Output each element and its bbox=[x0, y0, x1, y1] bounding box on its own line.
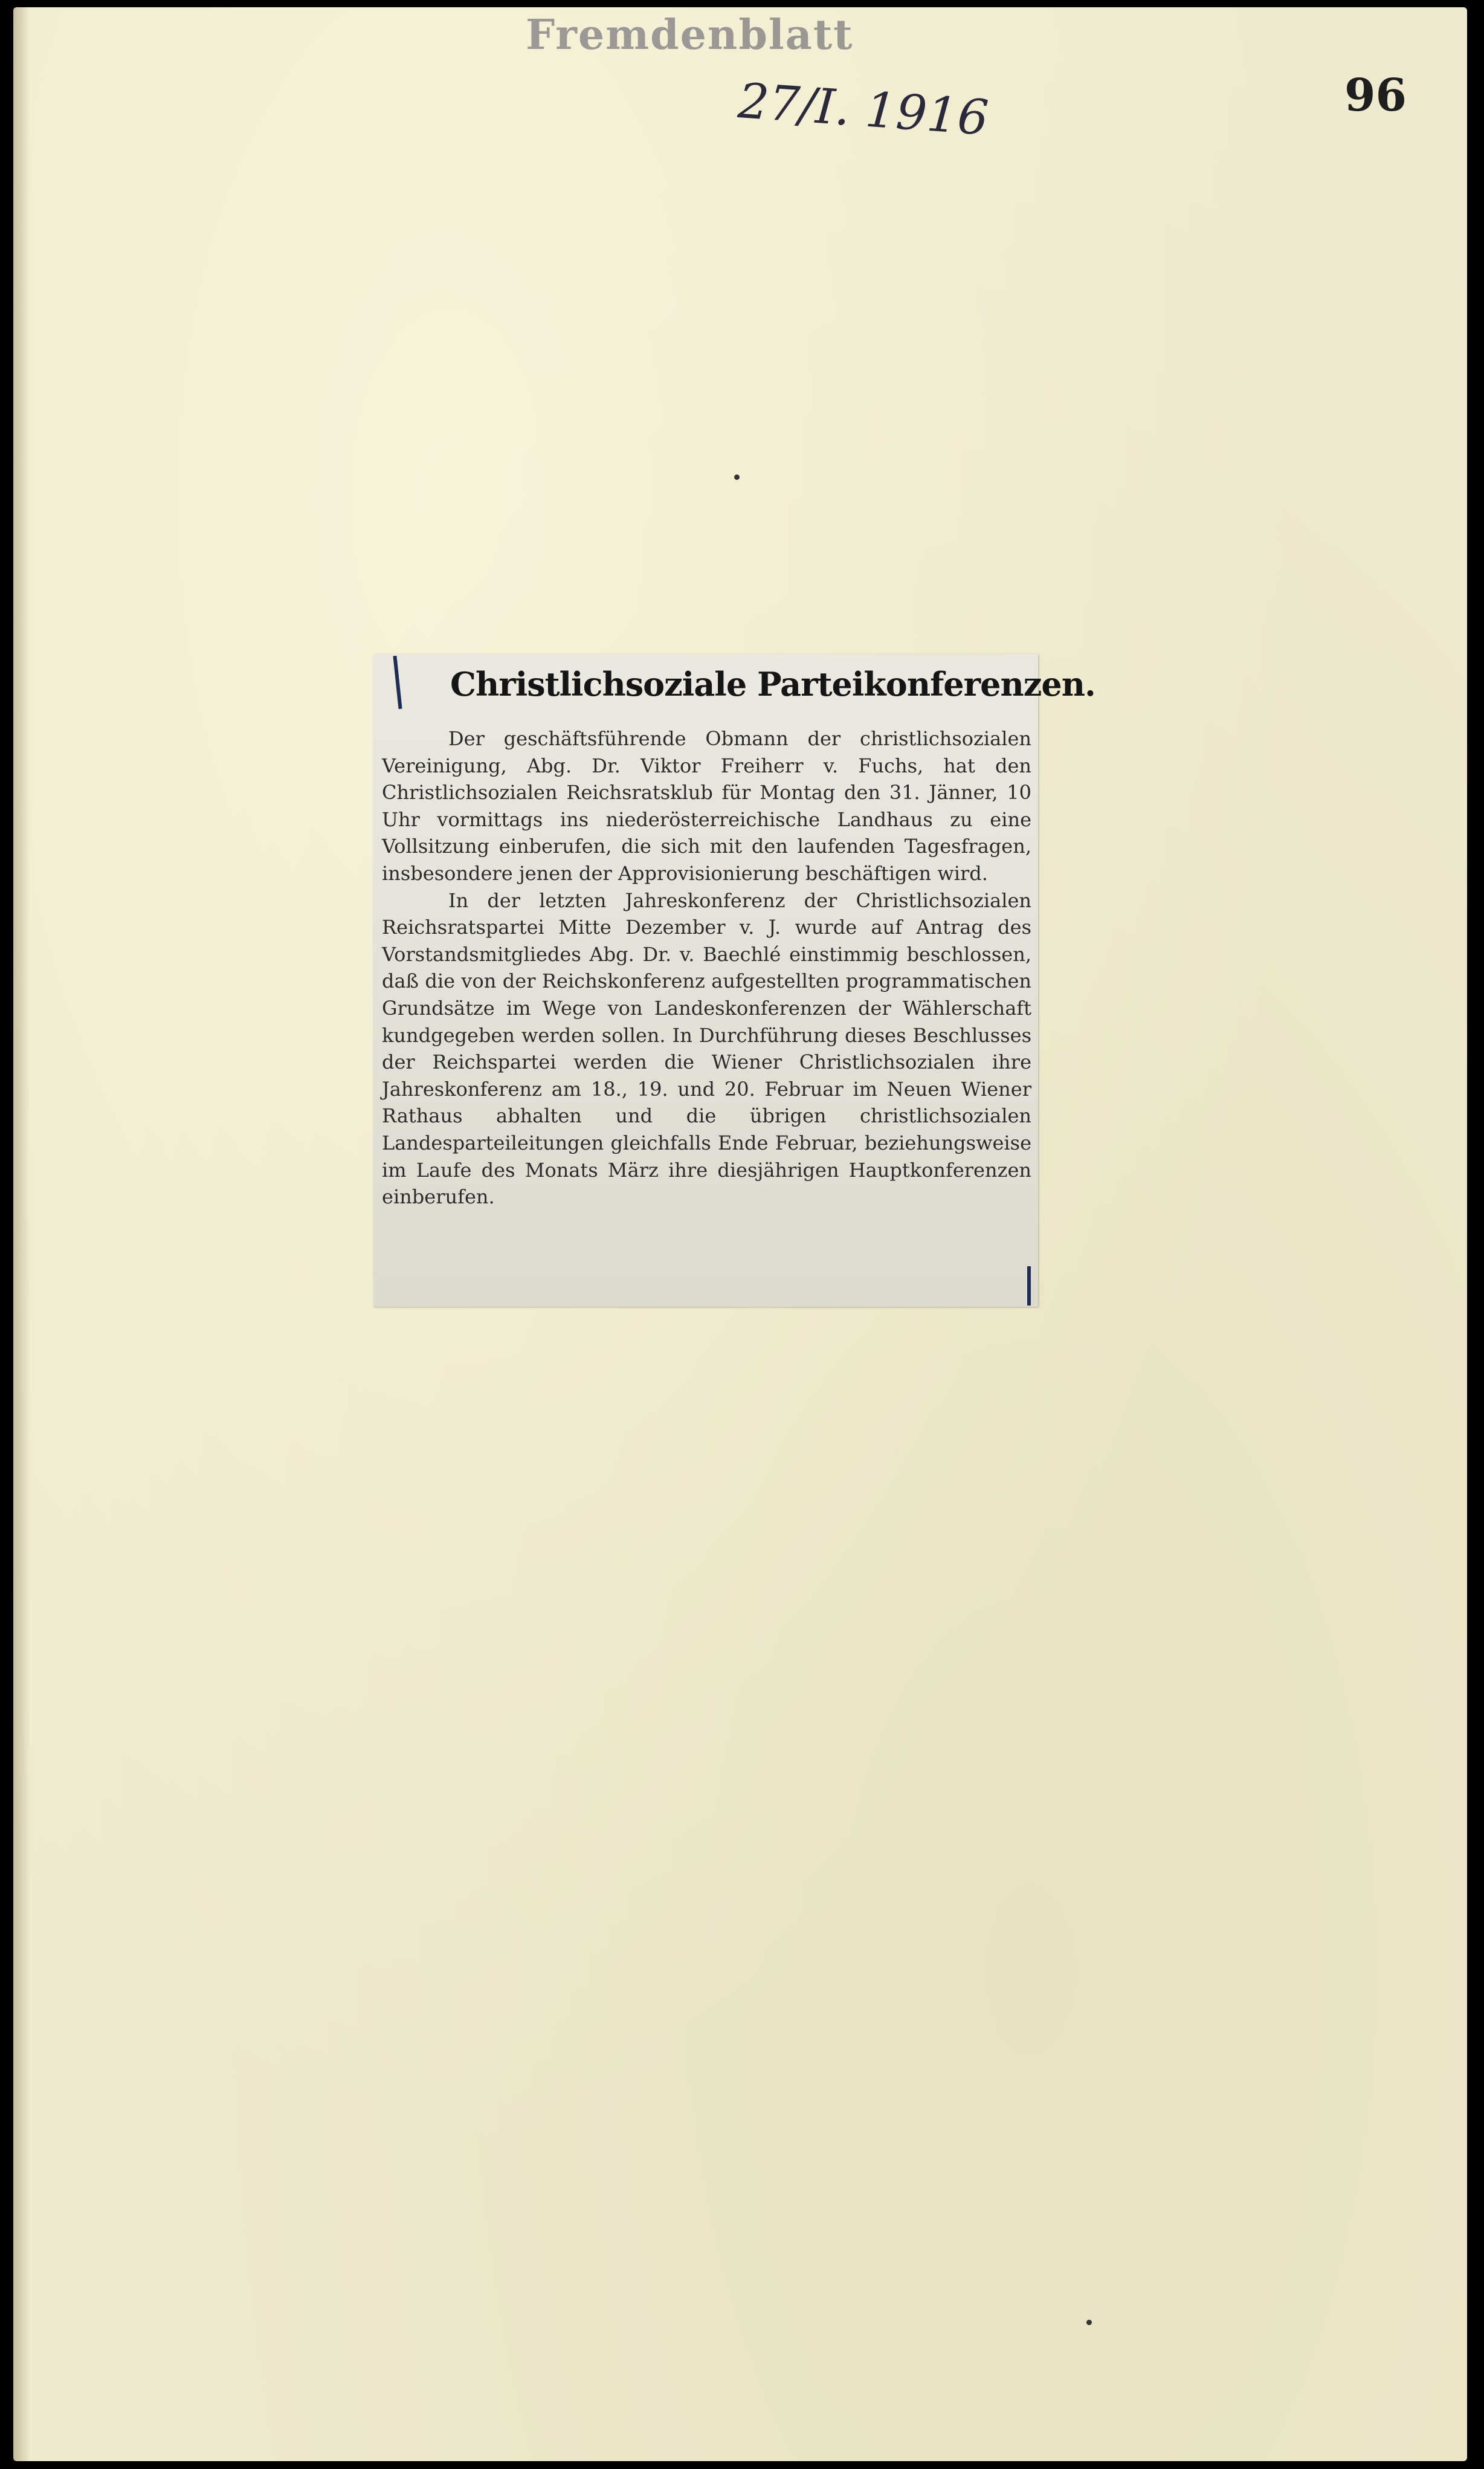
clipping-article-body bbox=[382, 725, 1031, 1211]
paper-speck bbox=[1086, 2320, 1092, 2325]
clipping-headline: Christlichsoziale Parteikonferenzen. bbox=[450, 665, 1095, 704]
article-paragraph: In der letzten Jahreskonferenz der Christlichsozialen Reichsratspartei Mitte Dezember v. J. wurde auf Antrag des Vorstandsmitgliedes Abg. Dr. v. Baechlé einstimmig beschlossen, daß die von der Reichskonferenz aufgestellten programmatischen Grundsätze im Wege von Landeskonferenzen der Wählerschaft kundgegeben werden sollen. In Durchführung dieses Beschlusses der Reichspartei werden die Wiener Christlichsozialen ihre Jahreskonferenz am 18., 19. und 20. Februar im Neuen Wiener Rathaus abhalten und die übrigen christlichsozialen Landesparteileitungen gleichfalls Ende Februar, beziehungsweise im Laufe des Monats März ihre diesjährigen Hauptkonferenzen einberufen. bbox=[382, 888, 1031, 1209]
handwritten-date: 27/I. 1916 bbox=[736, 73, 990, 146]
clipping-rule-mark bbox=[1027, 1266, 1031, 1306]
page-number: 96 bbox=[1344, 70, 1407, 121]
paper-speck bbox=[734, 474, 740, 480]
newspaper-stamp: Fremdenblatt bbox=[526, 11, 854, 59]
article-paragraph: Der geschäftsführende Obmann der christlichsozialen Vereinigung, Abg. Dr. Viktor Freiherr v. Fuchs, hat den Christlichsozialen Reichsratsklub für Montag den 31. Jänner, 10 Uhr vormittags ins niederösterreichische Landhaus zu eine Vollsitzung einberufen, die sich mit den laufenden Tagesfragen, insbesondere jenen der Approvisionierung beschäftigen wird. bbox=[382, 727, 1031, 885]
sheet-edge-shadow bbox=[13, 7, 30, 2461]
